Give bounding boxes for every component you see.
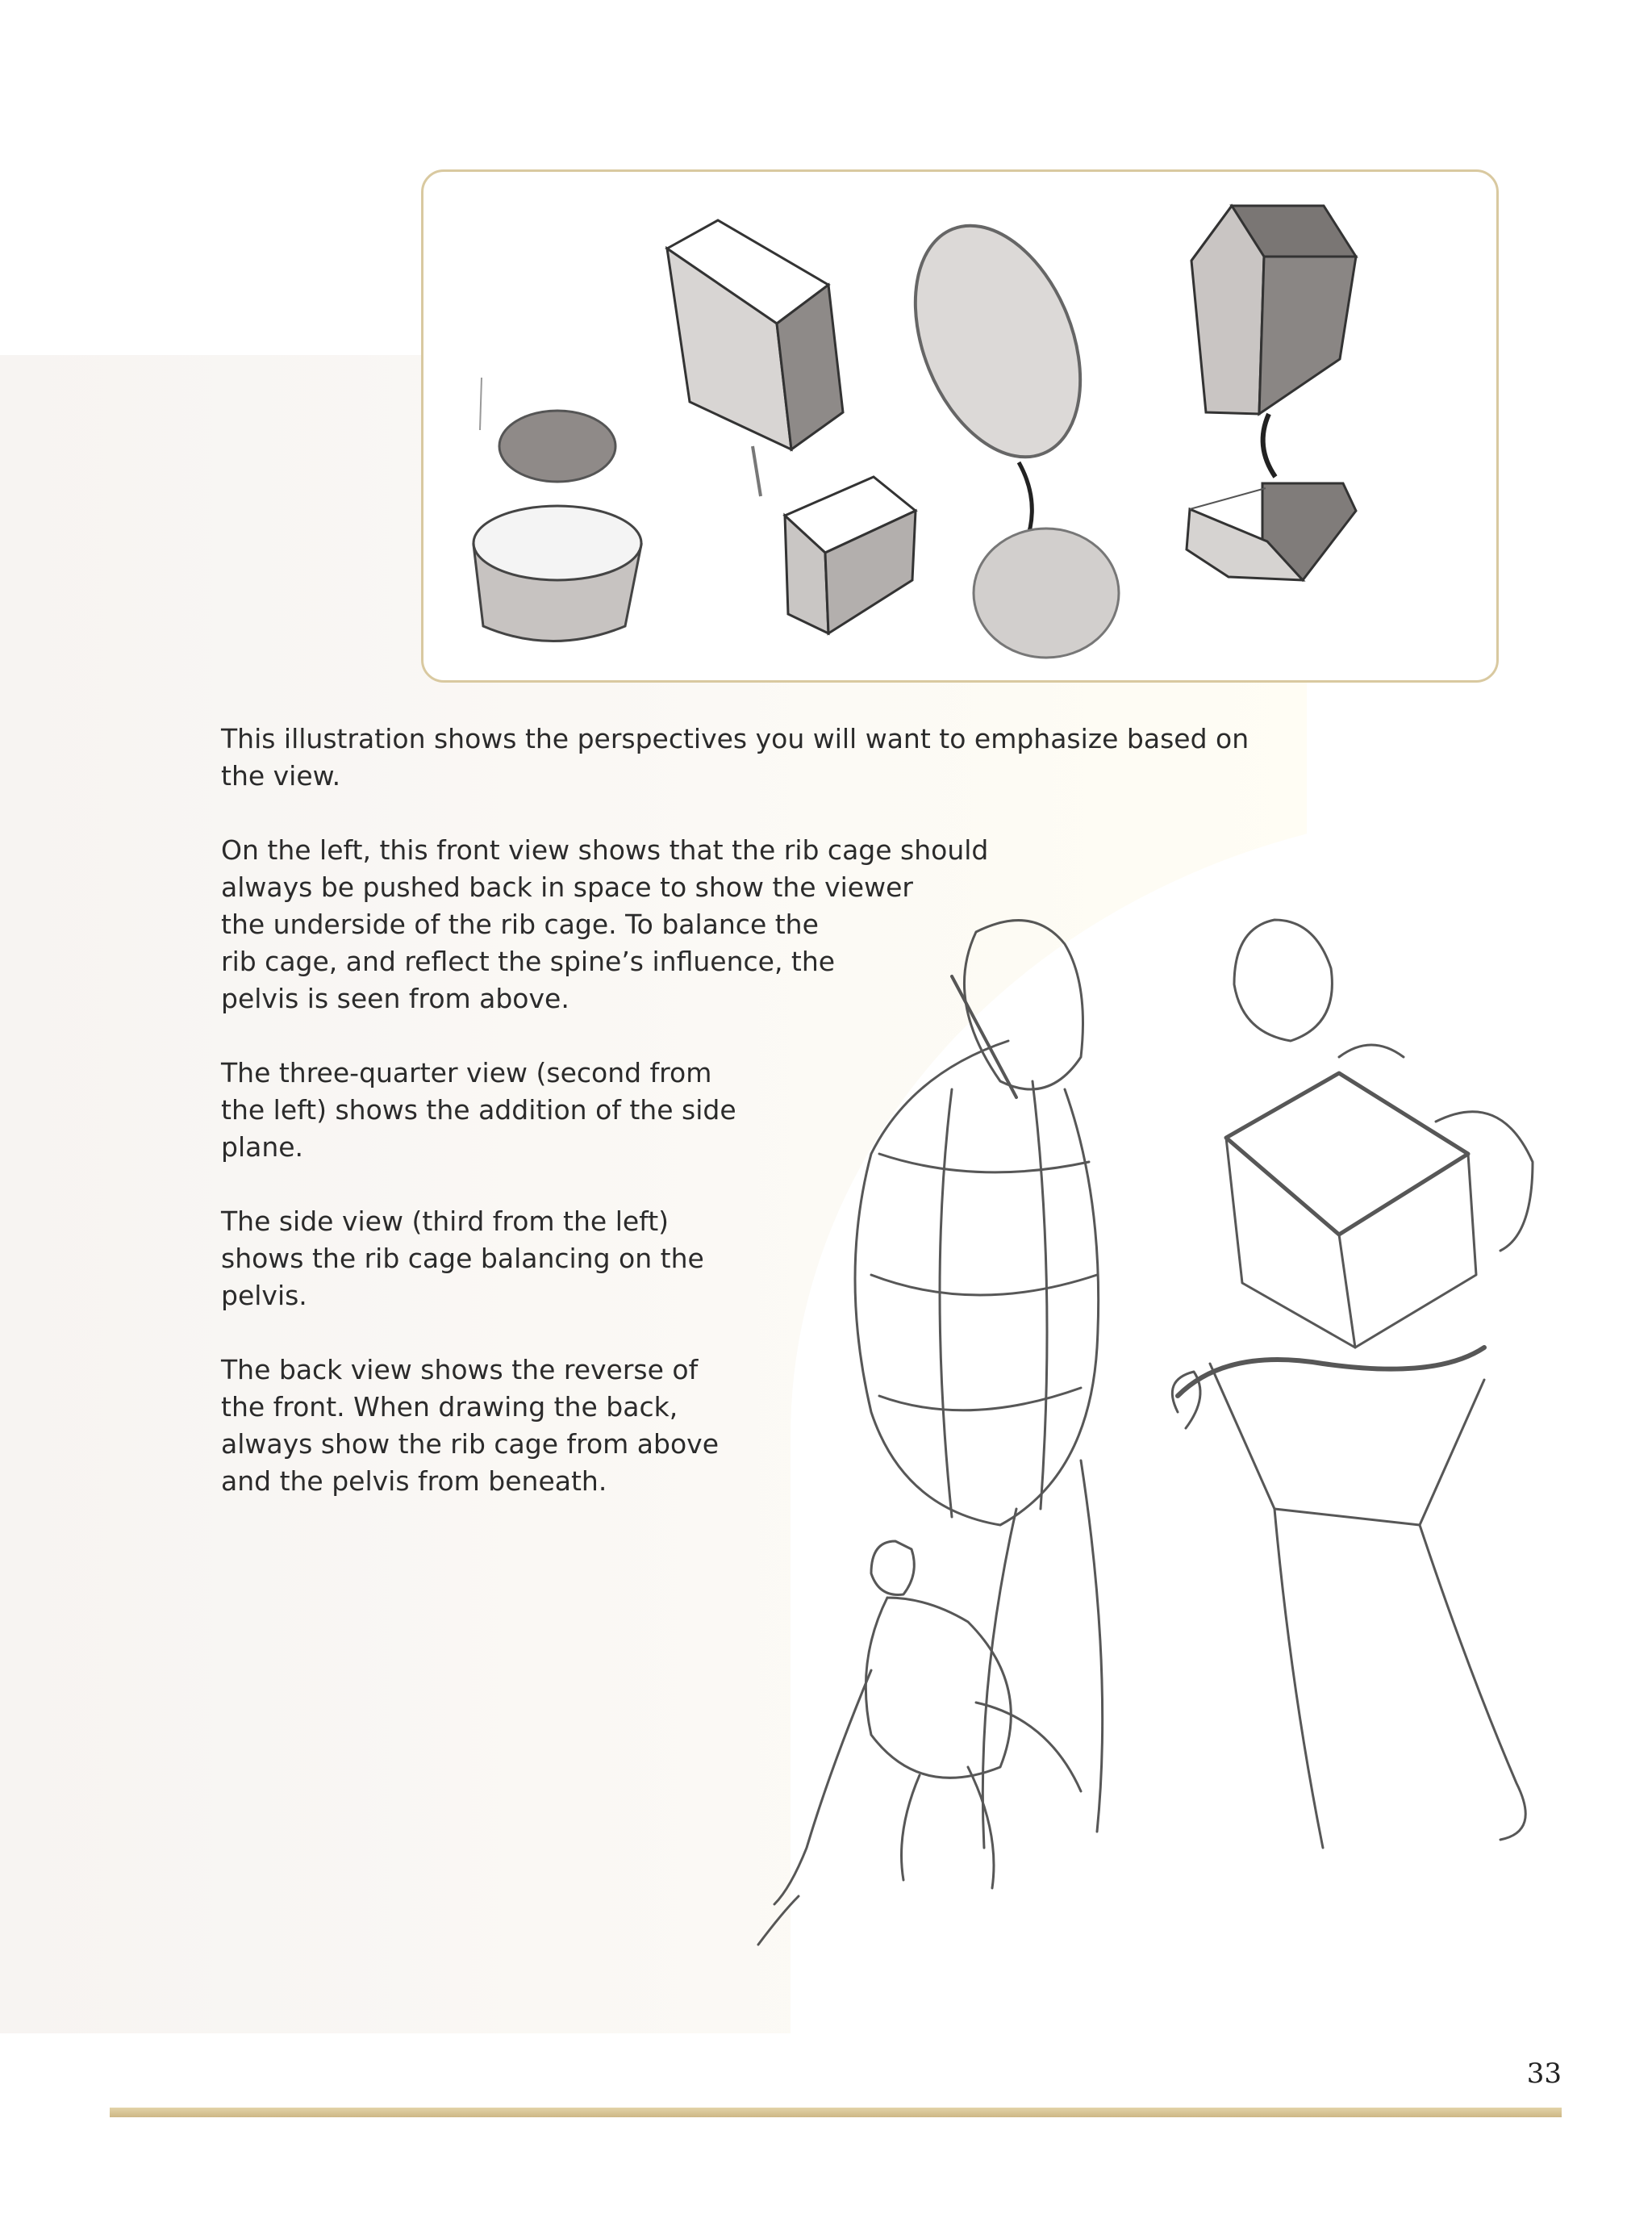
side-view-figure xyxy=(884,201,1119,658)
rib-cage-pelvis-illustration xyxy=(423,172,1501,685)
side-view-paragraph: The side view (third from the left) shows the rib cage balancing on the pelvis. xyxy=(221,1205,704,1311)
three-quarter-view-figure xyxy=(667,220,916,633)
footer-rule xyxy=(110,2108,1562,2117)
back-view-paragraph: The back view shows the reverse of the front. When drawing the back, always show the rib cage from above and the pelvis from beneath. xyxy=(221,1354,719,1497)
three-quarter-view-paragraph: The three-quarter view (second from the left) shows the addition of the side plane. xyxy=(221,1057,736,1163)
illustration-frame xyxy=(421,169,1499,683)
front-view-paragraph: On the left, this front view shows that the rib cage should always be pushed back in space to show the viewer the underside of the rib cage. To balance the rib cage, and reflect the spine’s influence, the pelvis is seen from above. xyxy=(221,834,989,1014)
gesture-sketch xyxy=(710,896,1597,2009)
front-view-figure xyxy=(473,378,641,641)
intro-paragraph: This illustration shows the perspectives you will want to emphasize based on the view. xyxy=(221,723,1249,792)
back-view-figure xyxy=(1187,206,1356,580)
page-number: 33 xyxy=(1526,2058,1562,2090)
